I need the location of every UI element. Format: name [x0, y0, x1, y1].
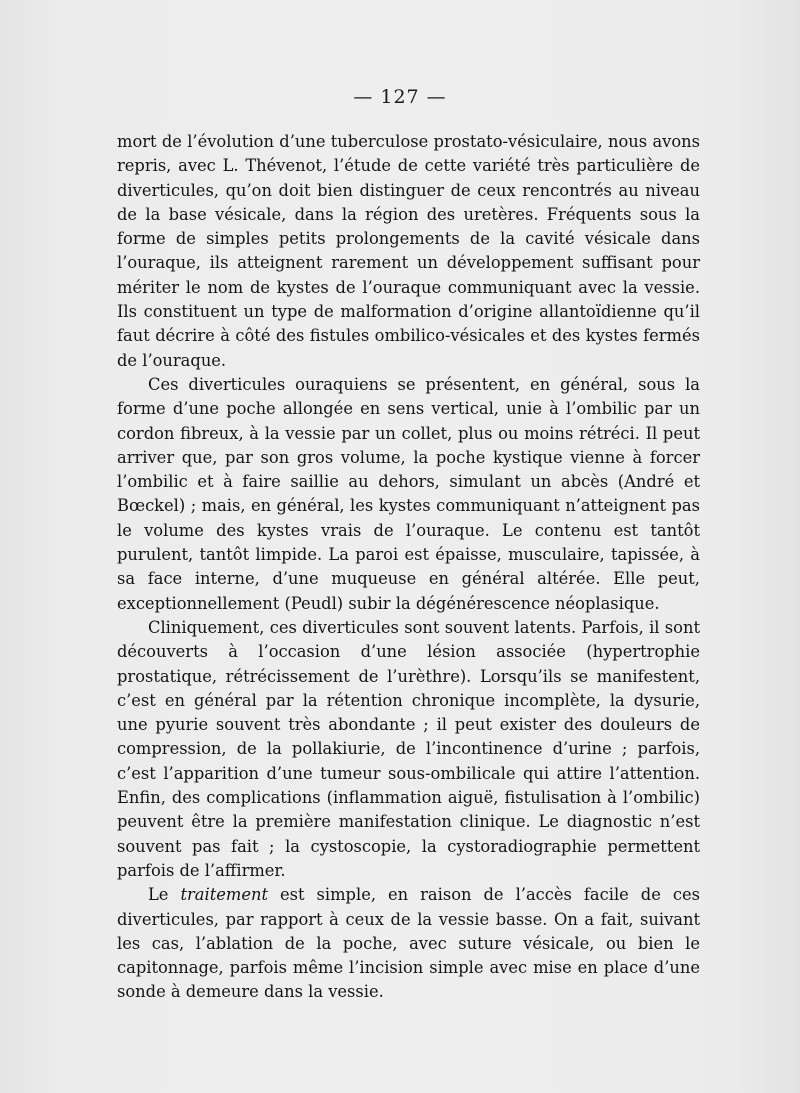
paragraph-2: Ces diverticules ouraquiens se présentent, en général, sous la forme d’une poche allongée en sens vertical, unie à l’ombilic par un cordon fibreux, à la vessie par un collet, plus ou moins rétréci. Il peut arriver que, par son gros volume, la poche kystique vienne à forcer l’ombilic et à faire saillie au dehors, simulant un abcès (André et Bœckel) ; mais, en général, les kystes communiquant n’atteignent pas le volume des kystes vrais de l’ouraque. Le contenu est tantôt purulent, tantôt limpide. La paroi est épaisse, musculaire, tapissée, à sa face interne, d’une muqueuse en général altérée. Elle peut, exceptionnellement (Peudl) subir la dégénérescence néoplasique. — [117, 374, 700, 613]
paragraph-4-emphasis: traitement — [180, 885, 268, 905]
paragraph-4 — [117, 883, 700, 1004]
body-text — [117, 130, 700, 1005]
paragraph-3: Cliniquement, ces diverticules sont souvent latents. Parfois, il sont découverts à l’occasion d’une lésion associée (hypertrophie prostatique, rétrécissement de l’urèthre). Lorsqu’ils se manifestent, c’est en général par la rétention chronique incomplète, la dysurie, une pyurie souvent très abondante ; il peut exister des douleurs de compression, de la pollakiurie, de l’incontinence d’urine ; parfois, c’est l’apparition d’une tumeur sous-ombilicale qui attire l’attention. Enfin, des complications (inflammation aiguë, fistulisation à l’ombilic) peuvent être la première manifestation clinique. Le diagnostic n’est souvent pas fait ; la cystoscopie, la cystoradiographie permettent parfois de l’affirmer. — [117, 617, 700, 880]
page-number: — 127 — — [353, 86, 447, 108]
paragraph-1: mort de l’évolution d’une tuberculose prostato-vésiculaire, nous avons repris, avec L. Thévenot, l’étude de cette variété très particulière de diverticules, qu’on doit bien distinguer de ceux rencontrés au niveau de la base vésicale, dans la région des uretères. Fréquents sous la forme de simples petits prolongements de la cavité vésicale dans l’ouraque, ils atteignent rarement un développement suffisant pour mériter le nom de kystes de l’ouraque communiquant avec la vessie. Ils constituent un type de malformation d’origine allantoïdienne qu’il faut décrire à côté des fistules ombilico-vésicales et des kystes fermés de l’ouraque. — [117, 132, 700, 370]
paragraph-4-text: est simple, en raison de l’accès facile de ces diverticules, par rapport à ceux de la vessie basse. On a fait, suivant les cas, l’ablation de la poche, avec suture vésicale, ou bien le capitonnage, parfois même l’incision simple avec mise en place d’une sonde à demeure dans la vessie. — [117, 885, 700, 1002]
paragraph-4-prefix: Le — [148, 885, 181, 905]
